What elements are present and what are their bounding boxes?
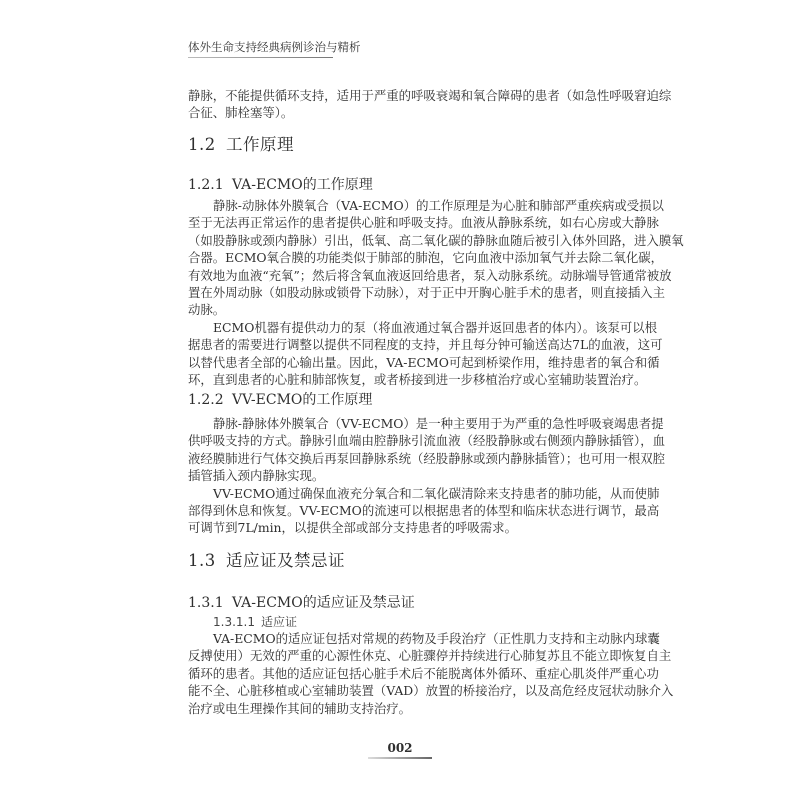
section-heading-1-3-1-1 xyxy=(213,613,297,630)
text-line: 以替代患者全部的心输出量。因此，VA-ECMO可起到桥梁作用，维持患者的氧合和循 xyxy=(188,354,660,370)
text-line: 静脉-动脉体外膜氧合（VA-ECMO）的工作原理是为心脏和肺部严重疾病或受损以 xyxy=(213,198,664,213)
section-heading-1-2-2 xyxy=(188,389,372,409)
section-number: 1.2.1 xyxy=(188,177,224,193)
text-line: 供呼吸支持的方式。静脉引血端由腔静脉引流血液（经股静脉或右侧颈内静脉插管），血 xyxy=(188,433,666,449)
body-text-1-3-1-1 xyxy=(188,630,674,717)
text-line: VV-ECMO通过确保血液充分氧合和二氧化碳清除来支持患者的肺功能，从而使肺 xyxy=(213,485,660,501)
section-number: 1.3.1 xyxy=(188,595,224,611)
section-number: 1.2.2 xyxy=(188,392,224,408)
text-line: 部得到休息和恢复。VV-ECMO的流速可以根据患者的体型和临床状态进行调节，最高 xyxy=(188,502,660,518)
section-title: VA-ECMO的工作原理 xyxy=(232,177,373,193)
body-text-1-2-1 xyxy=(188,197,684,388)
text-line: 治疗或电生理操作其间的辅助支持治疗。 xyxy=(188,700,412,716)
text-line: 动脉。 xyxy=(188,302,226,318)
section-number: 1.2 xyxy=(188,135,216,154)
text-line: 静脉-静脉体外膜氧合（VV-ECMO）是一种主要用于为严重的急性呼吸衰竭患者提 xyxy=(213,416,664,431)
section-title: VV-ECMO的工作原理 xyxy=(232,392,373,408)
section-title: 适应证及禁忌证 xyxy=(226,551,345,570)
text-line: 合征、肺栓塞等）。 xyxy=(188,105,294,121)
text-line: VA-ECMO的适应证包括对常规的药物及手段治疗（正性肌力支持和主动脉内球囊 xyxy=(213,631,660,646)
section-heading-1-3-1 xyxy=(188,592,415,612)
section-number: 1.3 xyxy=(188,551,216,570)
text-line: 液经膜肺进行气体交换后再泵回静脉系统（经股静脉或颈内静脉插管）；也可用一根双腔 xyxy=(188,450,666,466)
text-line: （如股静脉或颈内静脉）引出，低氧、高二氧化碳的静脉血随后被引入体外回路，进入膜氧 xyxy=(188,232,684,248)
section-title: 适应证 xyxy=(261,615,298,629)
text-line: 环，直到患者的心脏和肺部恢复，或者桥接到进一步移植治疗或心室辅助装置治疗。 xyxy=(188,371,647,387)
text-line: 能不全、心脏移植或心室辅助装置（VAD）放置的桥接治疗，以及高危经皮冠状动脉介入 xyxy=(188,683,674,699)
text-line: 置在外周动脉（如股动脉或锁骨下动脉），对于正中开胸心脏手术的患者，则直接插入主 xyxy=(188,284,666,300)
body-text-1-2-2 xyxy=(188,415,666,537)
section-heading-1-2 xyxy=(188,131,294,155)
text-line: 循环的患者。其他的适应证包括心脏手术后不能脱离体外循环、重症心肌炎伴严重心功 xyxy=(188,665,659,681)
section-number: 1.3.1.1 xyxy=(213,615,255,629)
section-heading-1-2-1 xyxy=(188,174,373,194)
running-head: 体外生命支持经典病例诊治与精析 xyxy=(188,40,361,54)
text-line: 有效地为血液“充氧”；然后将含氧血液返回给患者，泵入动脉系统。动脉端导管通常被放 xyxy=(188,267,672,283)
text-line: ECMO机器有提供动力的泵（将血液通过氧合器并返回患者的体内）。该泵可以根 xyxy=(213,319,658,335)
section-heading-1-3 xyxy=(188,547,345,571)
page-number: 002 xyxy=(387,741,413,755)
text-line: 据患者的需要进行调整以提供不同程度的支持，并且每分钟可输送高达7L的血液，这可 xyxy=(188,337,663,353)
text-line: 可调节到7L/min，以提供全部或部分支持患者的呼吸需求。 xyxy=(188,520,517,536)
header-rule xyxy=(188,57,333,58)
text-line: 静脉，不能提供循环支持，适用于严重的呼吸衰竭和氧合障碍的患者（如急性呼吸窘迫综 xyxy=(188,88,672,103)
text-line: 合器。ECMO氧合膜的功能类似于肺部的肺泡，它向血液中添加氧气并去除二氧化碳， xyxy=(188,250,664,266)
continuation-paragraph xyxy=(188,87,672,122)
text-line: 反搏使用）无效的严重的心源性休克、心脏骤停并持续进行心肺复苏且不能立即恢复自主 xyxy=(188,648,672,664)
section-title: 工作原理 xyxy=(226,135,294,154)
text-line: 至于无法再正常运作的患者提供心脏和呼吸支持。血液从静脉系统，如右心房或大静脉 xyxy=(188,215,659,231)
section-title: VA-ECMO的适应证及禁忌证 xyxy=(232,595,415,611)
page-number-rule xyxy=(368,757,432,759)
text-line: 插管插入颈内静脉实现。 xyxy=(188,468,325,484)
